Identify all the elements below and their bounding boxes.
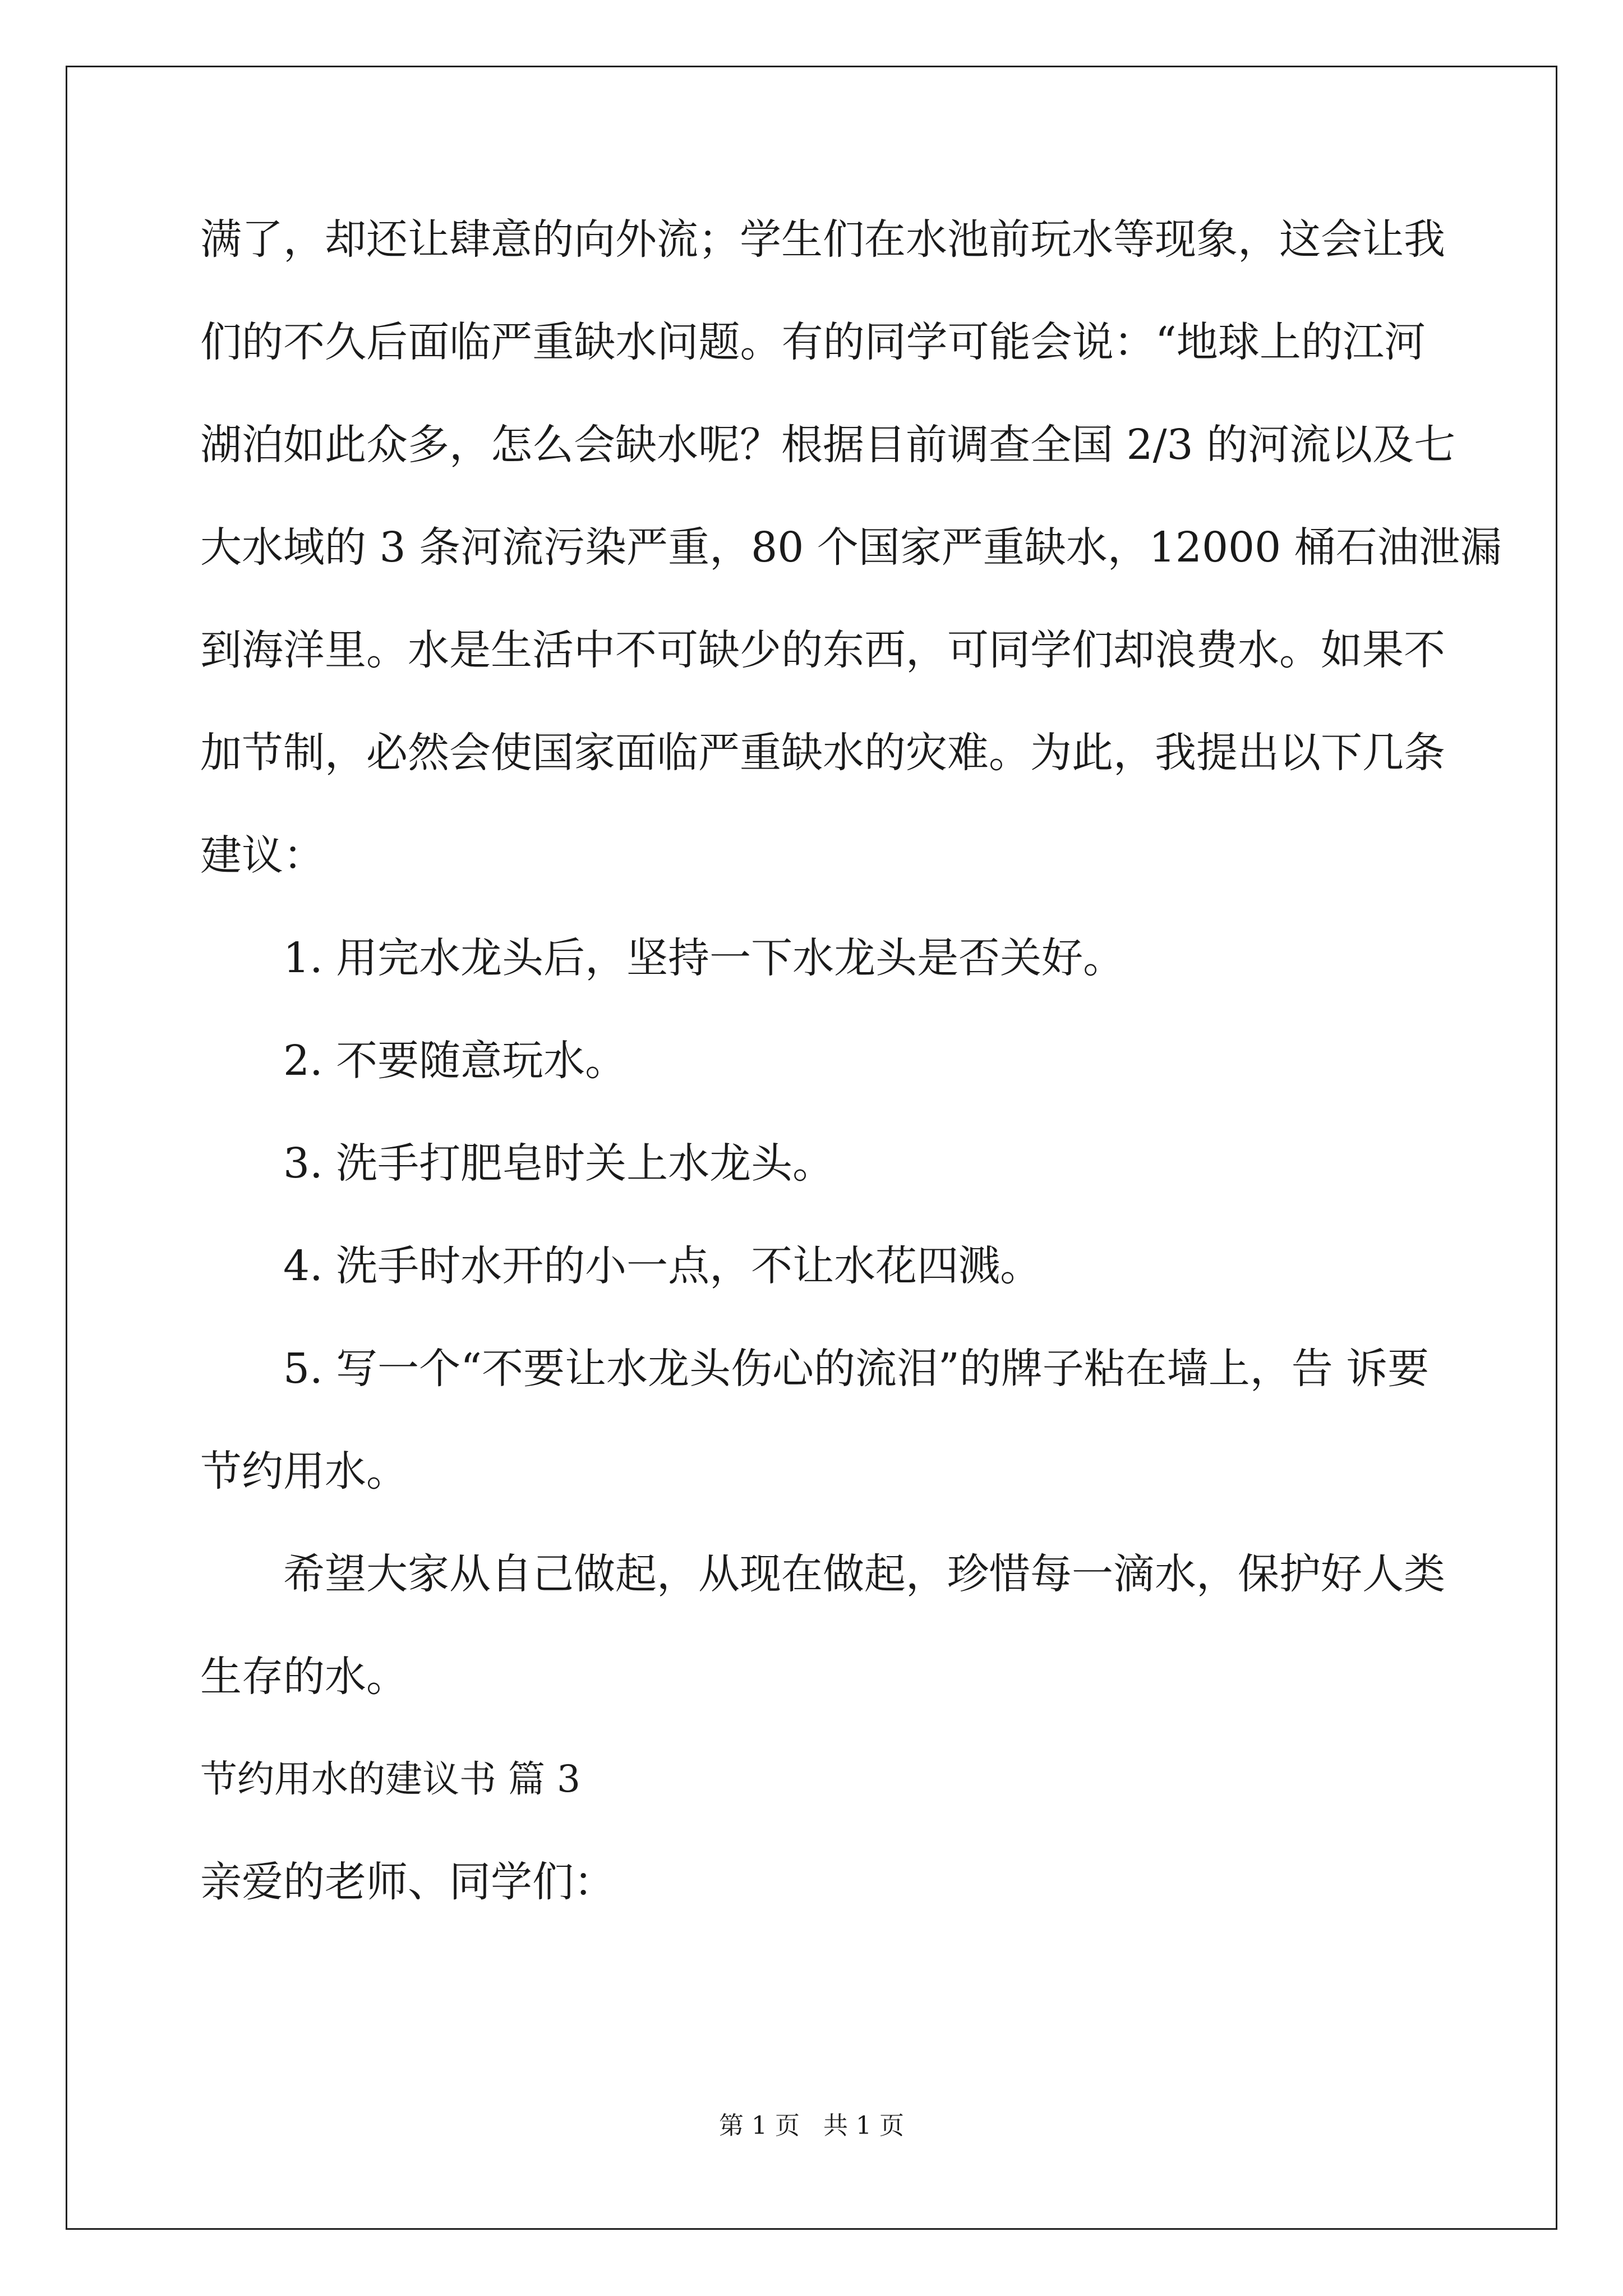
list-item: 4. 洗手时水开的小一点，不让水花四溅。 [283,1242,1042,1290]
page-number-footer: 第 1 页 共 1 页 [719,2111,904,2140]
body-text-line: 湖泊如此众多，怎么会缺水呢？根据目前调查全国 2/3 的河流以及七 [200,421,1456,469]
list-item: 3. 洗手打肥皂时关上水龙头。 [283,1139,834,1188]
body-text-line: 建议： [200,831,325,880]
body-text-line: 希望大家从自己做起，从现在做起，珍惜每一滴水，保护好人类 [283,1550,1445,1598]
body-text-line: 们的不久后面临严重缺水问题。有的同学可能会说：“地球上的江河 [200,318,1426,366]
body-text-line: 到海洋里。水是生活中不可缺少的东西，可同学们却浪费水。如果不 [200,626,1445,674]
body-text-line: 大水域的 3 条河流污染严重，80 个国家严重缺水，12000 桶石油泄漏 [200,523,1502,572]
list-item: 2. 不要随意玩水。 [283,1037,627,1085]
salutation: 亲爱的老师、同学们： [200,1858,615,1906]
body-text-line: 加节制，必然会使国家面临严重缺水的灾难。为此，我提出以下几条 [200,729,1445,777]
list-item-continuation: 节约用水。 [200,1447,408,1496]
list-item: 5. 写一个“不要让水龙头伤心的流泪”的牌子粘在墙上，告 诉要 [283,1345,1430,1393]
body-text-line: 满了，却还让肆意的向外流；学生们在水池前玩水等现象，这会让我 [200,215,1445,264]
list-item: 1. 用完水龙头后，坚持一下水龙头是否关好。 [283,934,1125,982]
section-heading: 节约用水的建议书 篇 3 [200,1757,580,1801]
body-text-line: 生存的水。 [200,1653,408,1701]
